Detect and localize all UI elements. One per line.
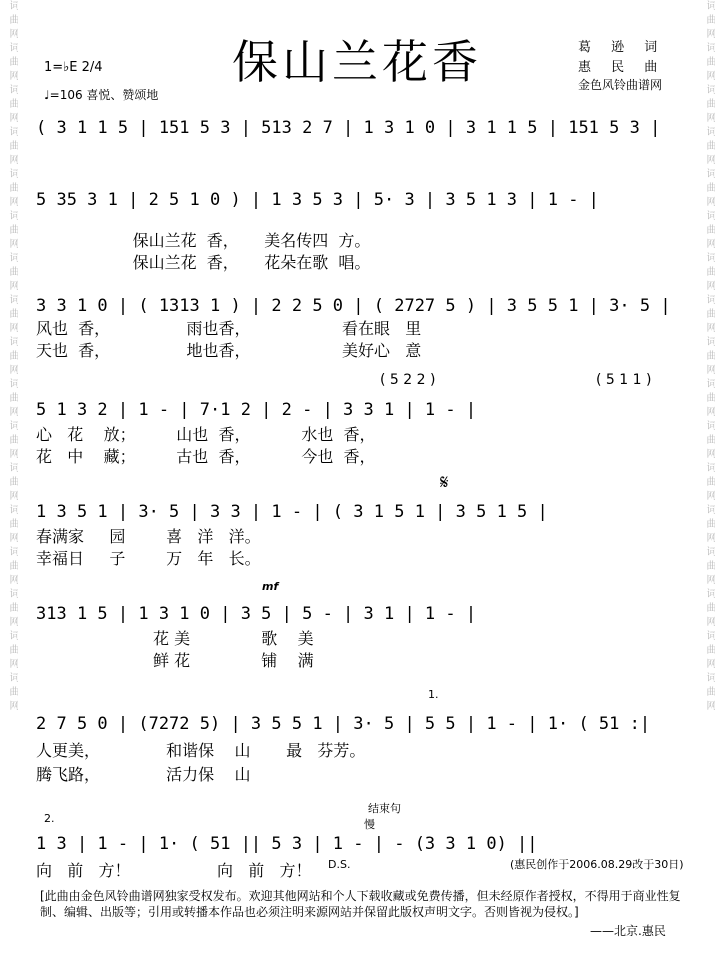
watermark-right: 词曲网词曲网词曲网词曲网词曲网词曲网词曲网词曲网词曲网词曲网词曲网词曲网词曲网词曲网词曲网词曲网词曲网 (704, 0, 715, 714)
segno-sign: 𝄋 (440, 470, 449, 494)
song-title: 保山兰花香 (232, 35, 482, 89)
notes-row-3: 3 3 1 0 | ( 1313 1 ) | 2 2 5 0 | ( 2727 5 ) | 3 5 5 1 | 3· 5 | (36, 296, 671, 316)
composer-credit: 惠 民 曲 (578, 60, 666, 75)
notes-row-1: ( 3 1 1 5 | 151 5 3 | 513 2 7 | 1 3 1 0 | 3 1 1 5 | 151 5 3 | (36, 118, 661, 138)
score-row-2 (36, 184, 688, 272)
lyric-row-7-verse-1: 人更美， 和谐保 山 最 芬芳。 (36, 741, 366, 760)
notes-row-5: 1 3 5 1 | 3· 5 | 3 3 | 1 - | ( 3 1 5 1 | 3 5 1 5 | (36, 502, 548, 522)
ending-2-label: 2. (44, 812, 55, 825)
lyric-row-4-verse-2: 花 中 藏； 古也 香， 今也 香， (36, 447, 376, 466)
score-row-6 (36, 598, 688, 668)
lyric-row-3-verse-2: 天也 香， 地也香， 美好心 意 (36, 341, 422, 360)
notes-row-4: 5 1 3 2 | 1 - | 7·1 2 | 2 - | 3 3 1 | 1 - | (36, 400, 477, 420)
lyric-row-3-verse-1: 风也 香， 雨也香， 看在眼 里 (36, 319, 422, 338)
watermark-left: 词曲网词曲网词曲网词曲网词曲网词曲网词曲网词曲网词曲网词曲网词曲网词曲网词曲网词曲网词曲网词曲网词曲网 (7, 0, 18, 714)
notes-row-7: 2 7 5 0 | (7272 5) | 3 5 5 1 | 3· 5 | 5 5 | 1 - | 1· ( 51 :| (36, 714, 651, 734)
notes-row-2: 5 35 3 1 | 2 5 1 0 ) | 1 3 5 3 | 5· 3 | 3 5 1 3 | 1 - | (36, 190, 599, 210)
lyric-row-2-verse-1: 保山兰花 香， 美名传四 方。 (36, 231, 371, 250)
footer-signature: ——北京.惠民 (590, 924, 666, 938)
lyricist-credit: 葛 逊 词 (578, 40, 666, 55)
bracket-notes-1: ( 5 2 2 ) (380, 372, 436, 388)
lyric-row-8-verse-1: 向 前 方！ 向 前 方！ (36, 861, 312, 880)
coda-label: 结束句 (368, 802, 401, 815)
copyright-footer: [此曲由金色风铃曲谱网独家受权发布。欢迎其他网站和个人下载收藏或免费传播，但未经原作者授权，不得用于商业性复制、编辑、出版等；引用或转播本作品也必须注明来源网站并保留此版权声明文字。否则皆视为侵权。] (40, 889, 681, 919)
ds-marking: D.S. (328, 858, 351, 871)
score-row-1 (36, 112, 688, 182)
date-note: (惠民创作于2006.08.29改于30日) (510, 858, 684, 871)
key-signature: 1=♭E 2/4 (44, 60, 103, 75)
dynamic-mf: mf (262, 580, 279, 593)
lyric-row-4-verse-1: 心 花 放； 山也 香， 水也 香， (36, 425, 376, 444)
score-row-4 (36, 394, 688, 464)
tempo-marking: ♩=106 喜悦、赞颂地 (44, 88, 159, 102)
lyric-row-6-verse-2: 鲜 花 铺 满 (36, 651, 314, 670)
notes-row-8: 1 3 | 1 - | 1· ( 51 || 5 3 | 1 - | - (3 3 1 0) || (36, 834, 538, 854)
score-row-3 (36, 290, 688, 360)
bracket-notes-2: ( 5 1 1 ) (596, 372, 652, 388)
lyric-row-2-verse-2: 保山兰花 香， 花朵在歌 唱。 (36, 253, 371, 272)
score-row-7 (36, 708, 688, 784)
lyric-row-6-verse-1: 花 美 歌 美 (36, 629, 314, 648)
notes-row-6: 313 1 5 | 1 3 1 0 | 3 5 | 5 - | 3 1 | 1 - | (36, 604, 477, 624)
slow-marking: 慢 (364, 818, 375, 831)
score-row-5 (36, 496, 688, 566)
lyric-row-7-verse-2: 腾飞路， 活力保 山 (36, 765, 251, 784)
lyric-row-5-verse-1: 春满家 园 喜 洋 洋。 (36, 527, 261, 546)
ending-1-label: 1. (428, 688, 439, 701)
site-credit: 金色风铃曲谱网 (578, 78, 663, 92)
lyric-row-5-verse-2: 幸福日 子 万 年 长。 (36, 549, 261, 568)
